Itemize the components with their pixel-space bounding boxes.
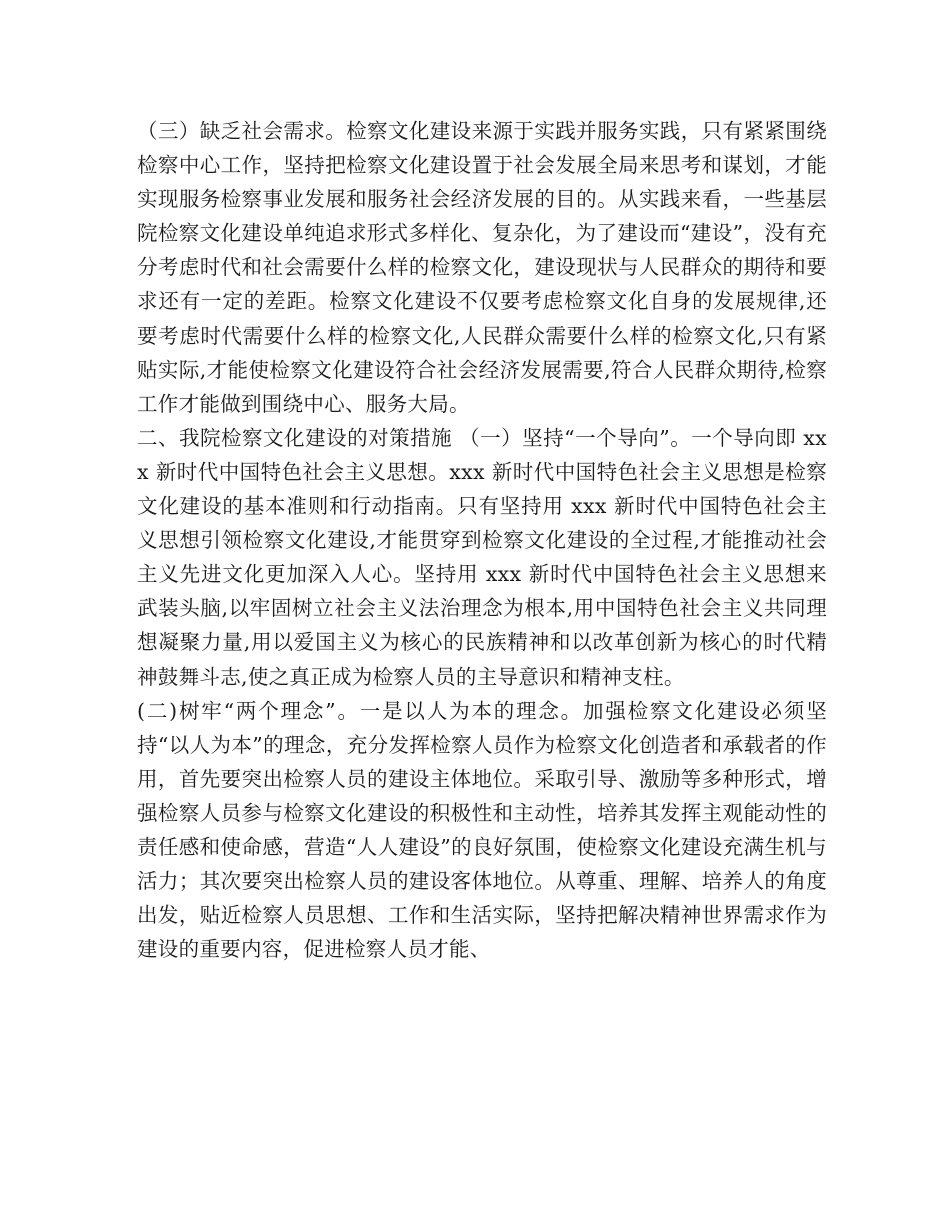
paragraph-countermeasures: 二、我院检察文化建设的对策措施 （一）坚持“一个导向”。一个导向即 xxx 新时代中国特色社会主义思想。xxx 新时代中国特色社会主义思想是检察文化建设的基本准则和行动指南。只有坚持用 xxx 新时代中国特色社会主义思想引领检察文化建设,才能贯穿到检察文化建设的全过程,才能推动社会主义先进文化更加深入人心。坚持用 xxx 新时代中国特色社会主义思想来武装头脑,以牢固树立社会主义法治理念为根本,用中国特色社会主义共同理想凝聚力量,用以爱国主义为核心的民族精神和以改革创新为核心的时代精神鼓舞斗志,使之真正成为检察人员的主导意识和精神支柱。	[137, 425, 827, 689]
document-body	[137, 114, 827, 966]
paragraph-two-concepts: (二)树牢“两个理念”。一是以人为本的理念。加强检察文化建设必须坚持“以人为本”的理念，充分发挥检察人员作为检察文化创造者和承载者的作用，首先要突出检察人员的建设主体地位。采取引导、激励等多种形式，增强检察人员参与检察文化建设的积极性和主动性，培养其发挥主观能动性的责任感和使命感，营造“人人建设”的良好氛围，使检察文化建设充满生机与活力；其次要突出检察人员的建设客体地位。从尊重、理解、培养人的角度出发，贴近检察人员思想、工作和生活实际，坚持把解决精神世界需求作为建设的重要内容，促进检察人员才能、	[137, 698, 827, 962]
paragraph-lack-social-demand: （三）缺乏社会需求。检察文化建设来源于实践并服务实践，只有紧紧围绕检察中心工作，坚持把检察文化建设置于社会发展全局来思考和谋划，才能实现服务检察事业发展和服务社会经济发展的目的。从实践来看，一些基层院检察文化建设单纯追求形式多样化、复杂化，为了建设而“建设”，没有充分考虑时代和社会需要什么样的检察文化，建设现状与人民群众的期待和要求还有一定的差距。检察文化建设不仅要考虑检察文化自身的发展规律,还要考虑时代需要什么样的检察文化,人民群众需要什么样的检察文化,只有紧贴实际,才能使检察文化建设符合社会经济发展需要,符合人民群众期待,检察工作才能做到围绕中心、服务大局。	[137, 119, 827, 416]
